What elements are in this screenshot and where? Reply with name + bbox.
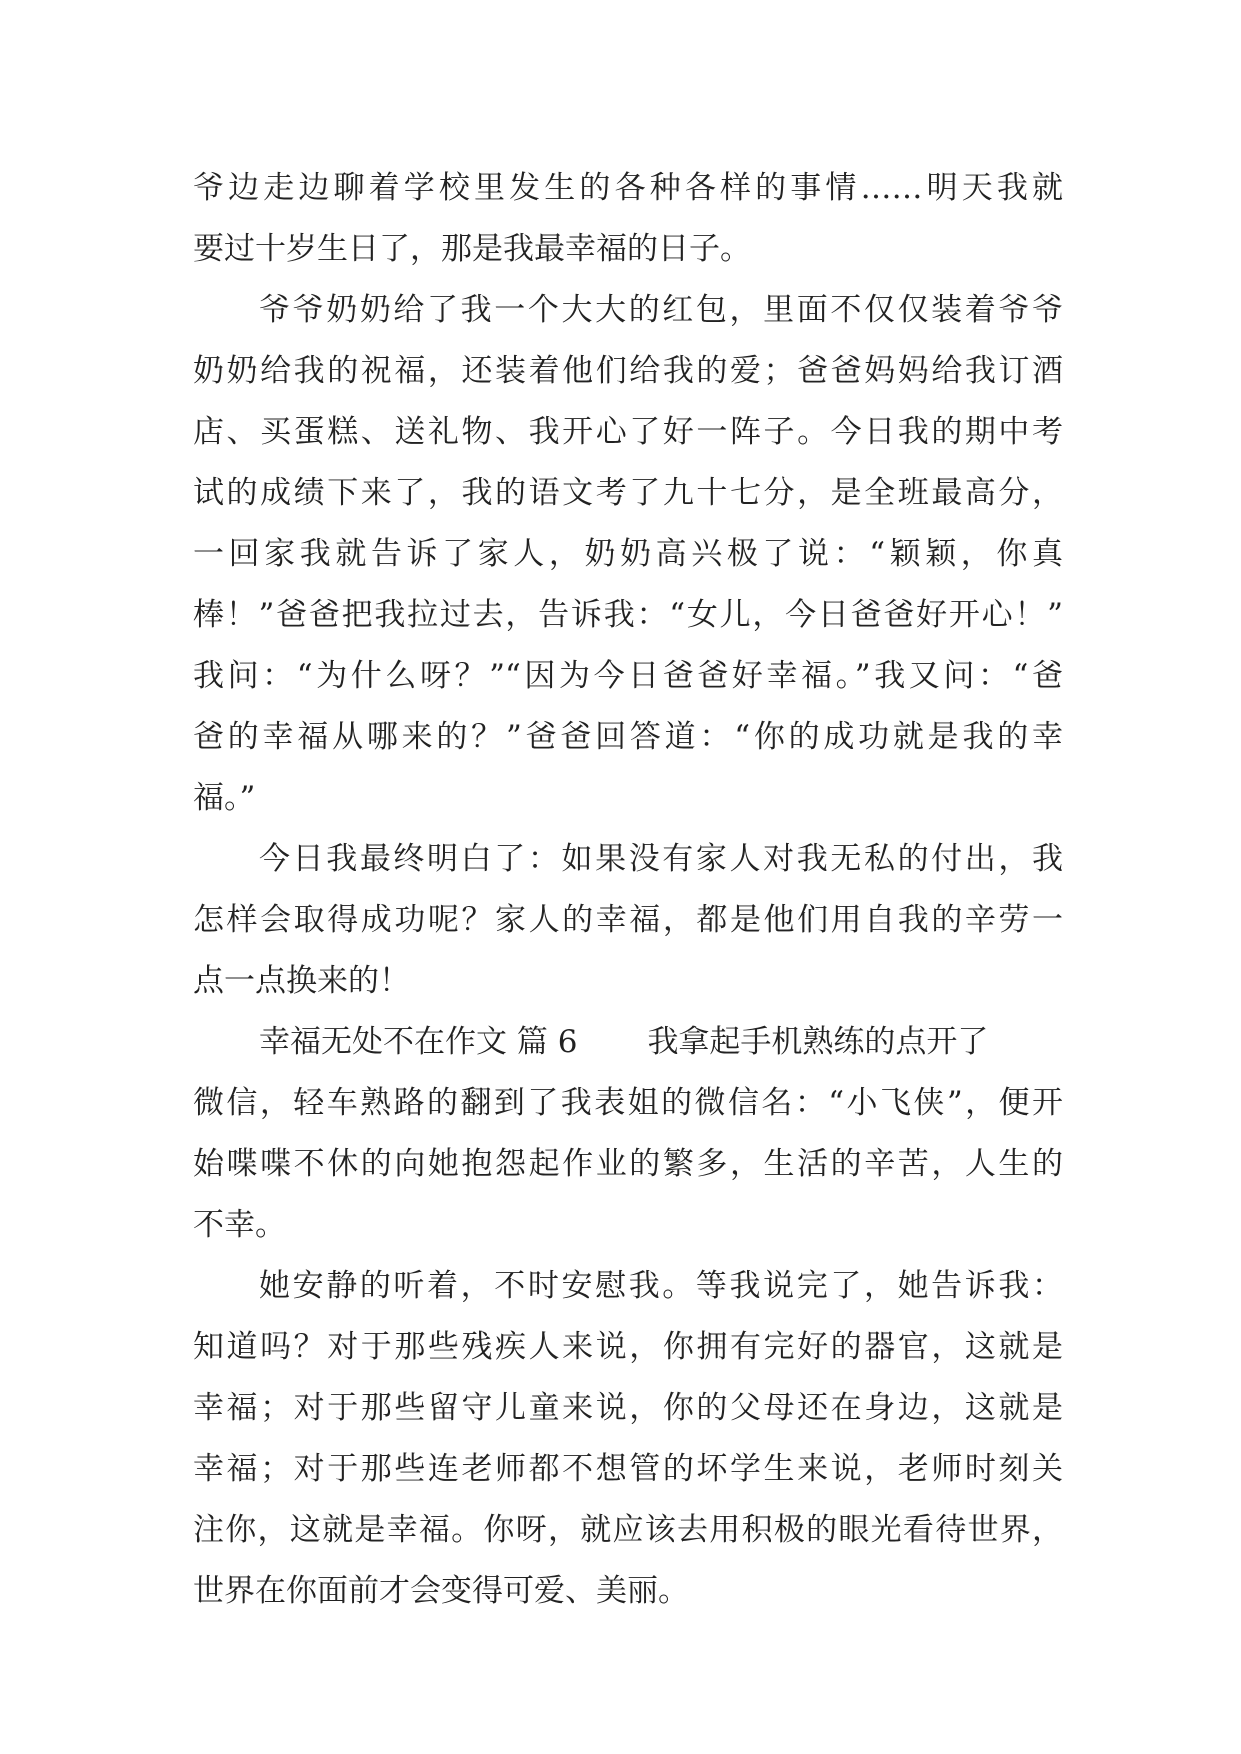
text-line: 奶奶给我的祝福，还装着他们给我的爱；爸爸妈妈给我订酒 bbox=[193, 353, 1063, 389]
section-first-line: 我拿起手机熟练的点开了 bbox=[647, 1024, 989, 1060]
paragraph-1 bbox=[193, 158, 1063, 280]
text-line: 不幸。 bbox=[193, 1207, 286, 1243]
paragraph-2 bbox=[193, 280, 1063, 829]
paragraph-3 bbox=[193, 829, 1063, 1012]
text-line: 一回家我就告诉了家人，奶奶高兴极了说：“颖颖，你真 bbox=[193, 536, 1063, 572]
document-body bbox=[193, 158, 1063, 1622]
paragraph-5 bbox=[193, 1256, 1063, 1622]
section-heading: 幸福无处不在作文 篇 6 bbox=[259, 1024, 578, 1060]
text-line: 注你，这就是幸福。你呀，就应该去用积极的眼光看待世界， bbox=[193, 1512, 1063, 1548]
text-line: 今日我最终明白了：如果没有家人对我无私的付出，我 bbox=[259, 841, 1063, 877]
text-line: 她安静的听着，不时安慰我。等我说完了，她告诉我： bbox=[259, 1268, 1063, 1304]
text-line: 幸福；对于那些留守儿童来说，你的父母还在身边，这就是 bbox=[193, 1390, 1063, 1426]
text-line: 点一点换来的！ bbox=[193, 963, 410, 999]
text-line: 试的成绩下来了，我的语文考了九十七分，是全班最高分， bbox=[193, 475, 1063, 511]
text-line: 爸的幸福从哪来的？”爸爸回答道：“你的成功就是我的幸 bbox=[193, 719, 1063, 755]
text-line: 店、买蛋糕、送礼物、我开心了好一阵子。今日我的期中考 bbox=[193, 414, 1063, 450]
text-line: 知道吗？对于那些残疾人来说，你拥有完好的器官，这就是 bbox=[193, 1329, 1063, 1365]
text-line: 微信，轻车熟路的翻到了我表姐的微信名：“小飞侠”，便开 bbox=[193, 1085, 1063, 1121]
text-line: 爷爷奶奶给了我一个大大的红包，里面不仅仅装着爷爷 bbox=[259, 292, 1063, 328]
text-line bbox=[193, 1012, 1063, 1073]
text-line: 怎样会取得成功呢？家人的幸福，都是他们用自我的辛劳一 bbox=[193, 902, 1063, 938]
text-line: 棒！”爸爸把我拉过去，告诉我：“女儿，今日爸爸好开心！” bbox=[193, 597, 1063, 633]
text-line: 始喋喋不休的向她抱怨起作业的繁多，生活的辛苦，人生的 bbox=[193, 1146, 1063, 1182]
text-line: 世界在你面前才会变得可爱、美丽。 bbox=[193, 1573, 689, 1609]
text-line: 爷边走边聊着学校里发生的各种各样的事情……明天我就 bbox=[193, 170, 1063, 206]
text-line: 福。” bbox=[193, 780, 256, 816]
text-line: 我问：“为什么呀？”“因为今日爸爸好幸福。”我又问：“爸 bbox=[193, 658, 1063, 694]
paragraph-4 bbox=[193, 1012, 1063, 1256]
text-line: 幸福；对于那些连老师都不想管的坏学生来说，老师时刻关 bbox=[193, 1451, 1063, 1487]
text-line: 要过十岁生日了，那是我最幸福的日子。 bbox=[193, 231, 751, 267]
